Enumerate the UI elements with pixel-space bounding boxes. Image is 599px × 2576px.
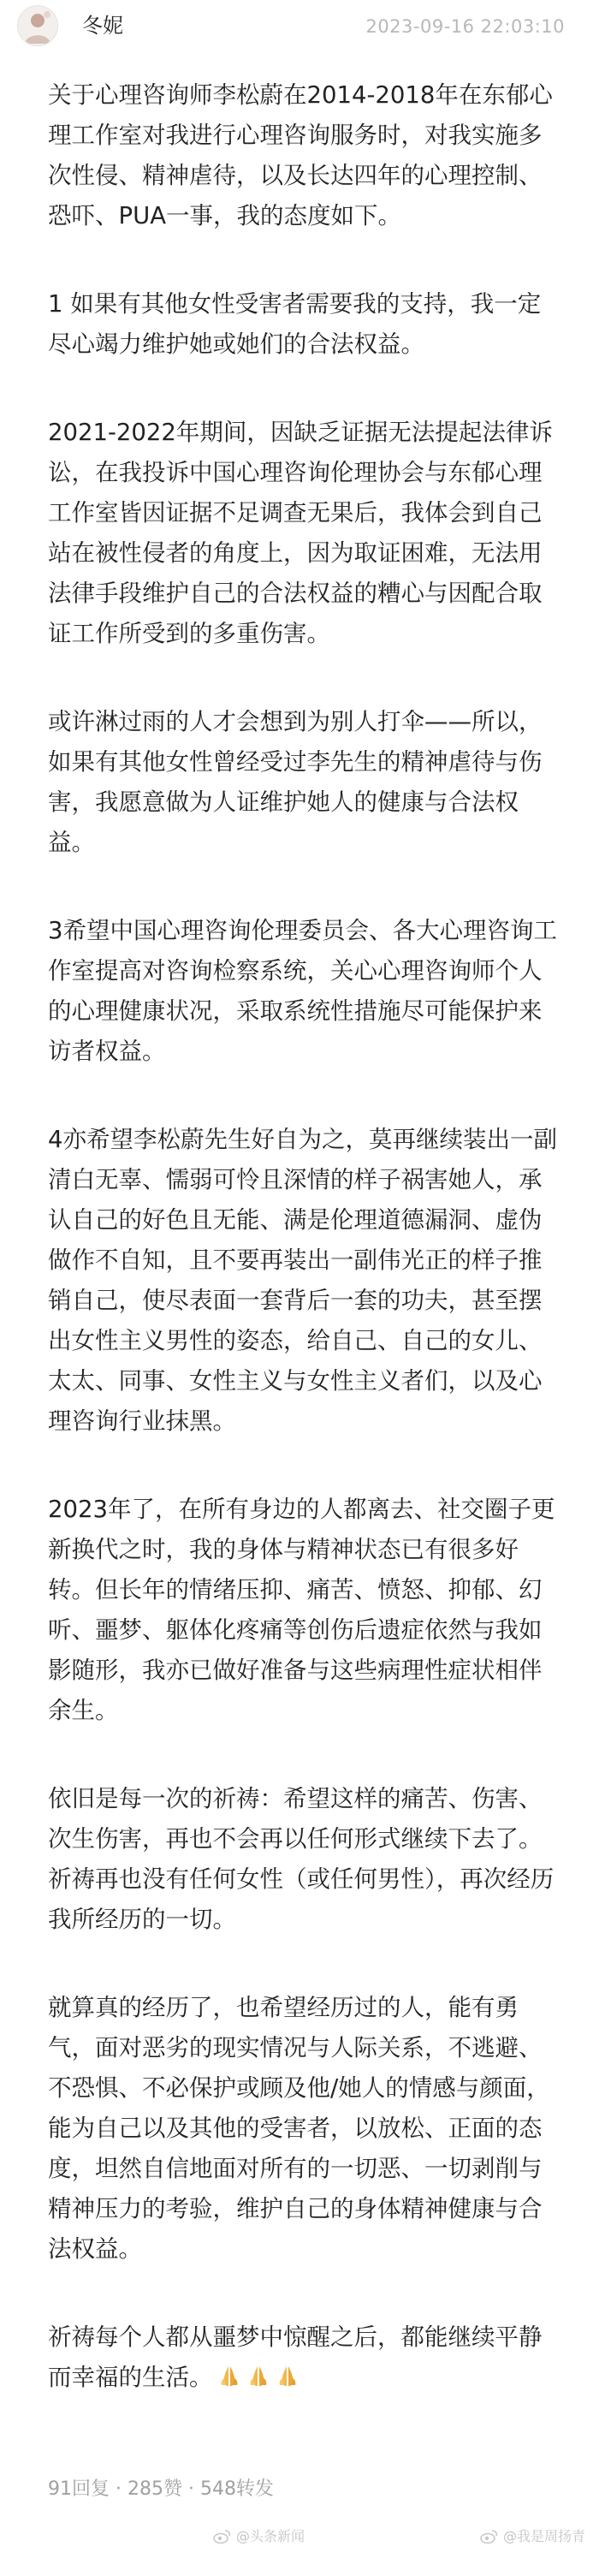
post-timestamp: 2023-09-16 22:03:10 xyxy=(365,16,565,37)
post-paragraph: 关于心理咨询师李松蔚在2014-2018年在东郁心理工作室对我进行心理咨询服务时，对我实施多次性侵、精神虐待，以及长达四年的心理控制、恐吓、PUA一事，我的态度如下。 xyxy=(48,81,553,229)
closing-emojis xyxy=(213,2364,300,2391)
pray-icon xyxy=(275,2361,300,2401)
post-paragraph: 3希望中国心理咨询伦理委员会、各大心理咨询工作室提高对咨询检察系统，关心心理咨询师个人的心理健康状况，采取系统性措施尽可能保护来访者权益。 xyxy=(48,917,557,1065)
pray-icon xyxy=(246,2361,271,2401)
avatar-image xyxy=(18,6,57,45)
watermark-left xyxy=(212,2527,305,2549)
post-paragraph: 或许淋过雨的人才会想到为别人打伞——所以，如果有其他女性曾经受过李先生的精神虐待与伤害，我愿意做为人证维护她人的健康与合法权益。 xyxy=(48,708,543,856)
post-header xyxy=(0,0,599,55)
watermark-right xyxy=(479,2527,585,2549)
watermark-bar xyxy=(0,2520,599,2555)
closing-paragraph xyxy=(48,2317,561,2401)
post-paragraph: 2021-2022年期间，因缺乏证据无法提起法律诉讼，在我投诉中国心理咨询伦理协会与东郁心理工作室皆因证据不足调查无果后，我体会到自己站在被性侵者的角度上，因为取证困难，无法用法律手段维护自己的合法权益的糟心与因配合取证工作所受到的多重伤害。 xyxy=(48,419,553,647)
weibo-logo-icon xyxy=(212,2529,231,2549)
pray-icon xyxy=(216,2361,242,2401)
weibo-logo-icon xyxy=(479,2529,498,2549)
avatar[interactable] xyxy=(17,5,58,46)
post-paragraph: 1 如果有其他女性受害者需要我的支持，我一定尽心竭力维护她或她们的合法权益。 xyxy=(48,290,542,358)
watermark-right-text: @我是周扬青 xyxy=(503,2528,586,2544)
post-paragraph: 2023年了，在所有身边的人都离去、社交圈子更新换代之时，我的身体与精神状态已有很多好转。但长年的情绪压抑、痛苦、愤怒、抑郁、幻听、噩梦、躯体化疼痛等创伤后遗症依然与我如影随形，我亦已做好准备与这些病理性症状相伴余生。 xyxy=(48,1496,555,1724)
post-stats[interactable]: 91回复 · 285赞 · 548转发 xyxy=(48,2478,274,2500)
post-paragraph: 4亦希望李松蔚先生好自为之，莫再继续装出一副清白无辜、懦弱可怜且深情的样子祸害她人，承认自己的好色且无能、满是伦理道德漏洞、虚伪做作不自知，且不要再装出一副伟光正的样子推销自己，使尽表面一套背后一套的功夫，甚至摆出女性主义男性的姿态，给自己、自己的女儿、太太、同事、女性主义与女性主义者们，以及心理咨询行业抹黑。 xyxy=(48,1126,557,1435)
post-paragraph: 依旧是每一次的祈祷：希望这样的痛苦、伤害、次生伤害，再也不会再以任何形式继续下去了。祈祷再也没有任何女性（或任何男性），再次经历我所经历的一切。 xyxy=(48,1785,555,1933)
post-body xyxy=(48,75,561,2449)
post-paragraph: 就算真的经历了，也希望经历过的人，能有勇气，面对恶劣的现实情况与人际关系，不逃避、不恐惧、不必保护或顾及他/她人的情感与颜面，能为自己以及其他的受害者，以放松、正面的态度，坦然自信地面对所有的一切恶、一切剥削与精神压力的考验，维护自己的身体精神健康与合法权益。 xyxy=(48,1994,550,2263)
watermark-left-text: @头条新闻 xyxy=(236,2528,305,2544)
author-name[interactable]: 冬妮 xyxy=(82,14,123,38)
closing-text: 祈祷每个人都从噩梦中惊醒之后，都能继续平静而幸福的生活。 xyxy=(48,2323,543,2391)
